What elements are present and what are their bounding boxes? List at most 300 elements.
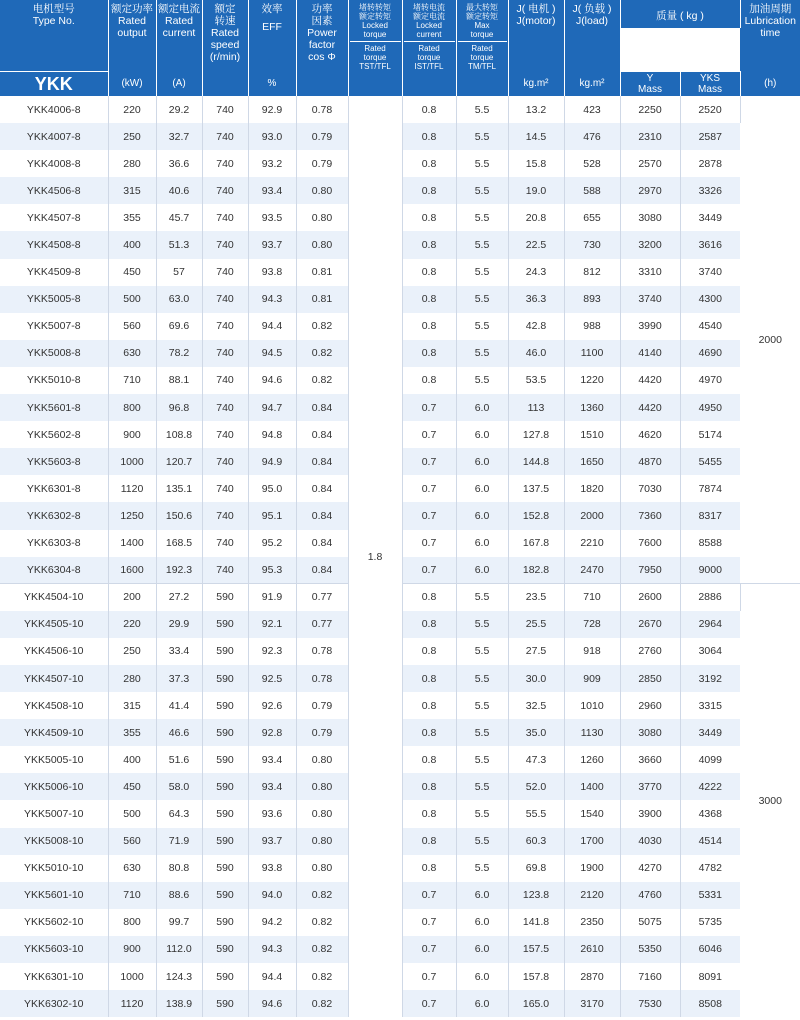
cell-current: 120.7 <box>156 448 202 475</box>
cell-speed: 590 <box>202 855 248 882</box>
cell-y-mass: 7950 <box>620 557 680 584</box>
cell-power: 355 <box>108 719 156 746</box>
cell-model: YKK4505-10 <box>0 611 108 638</box>
cell-eff: 92.8 <box>248 719 296 746</box>
unit-power: (kW) <box>108 71 156 96</box>
cell-ist: 0.7 <box>402 909 456 936</box>
cell-current: 80.8 <box>156 855 202 882</box>
cell-eff: 95.3 <box>248 557 296 584</box>
cell-tm: 5.5 <box>456 96 508 123</box>
cell-yks-mass: 3449 <box>680 719 740 746</box>
cell-speed: 740 <box>202 421 248 448</box>
cell-model: YKK5008-10 <box>0 828 108 855</box>
cell-yks-mass: 3616 <box>680 231 740 258</box>
cell-ist: 0.8 <box>402 855 456 882</box>
unit-tm <box>456 71 508 96</box>
cell-current: 45.7 <box>156 204 202 231</box>
cell-j-load: 423 <box>564 96 620 123</box>
cell-eff: 93.5 <box>248 204 296 231</box>
cell-yks-mass: 4368 <box>680 800 740 827</box>
cell-yks-mass: 3449 <box>680 204 740 231</box>
cell-power: 280 <box>108 150 156 177</box>
cell-ist: 0.7 <box>402 421 456 448</box>
cell-pf: 0.78 <box>296 638 348 665</box>
cell-ist: 0.7 <box>402 502 456 529</box>
cell-y-mass: 4620 <box>620 421 680 448</box>
cell-eff: 91.9 <box>248 584 296 611</box>
cell-power: 710 <box>108 367 156 394</box>
cell-j-load: 812 <box>564 259 620 286</box>
cell-yks-mass: 4782 <box>680 855 740 882</box>
cell-tm: 5.5 <box>456 719 508 746</box>
cell-y-mass: 3080 <box>620 719 680 746</box>
cell-j-motor: 19.0 <box>508 177 564 204</box>
cell-power: 560 <box>108 828 156 855</box>
cell-y-mass: 3080 <box>620 204 680 231</box>
cell-current: 96.8 <box>156 394 202 421</box>
cell-pf: 0.80 <box>296 204 348 231</box>
cell-j-load: 528 <box>564 150 620 177</box>
cell-power: 280 <box>108 665 156 692</box>
cell-ist: 0.8 <box>402 638 456 665</box>
shared-lubrication: 2000 <box>740 96 800 584</box>
cell-y-mass: 4140 <box>620 340 680 367</box>
cell-j-motor: 60.3 <box>508 828 564 855</box>
cell-current: 37.3 <box>156 665 202 692</box>
cell-j-motor: 22.5 <box>508 231 564 258</box>
cell-model: YKK5010-10 <box>0 855 108 882</box>
brand-label: YKK <box>0 71 108 96</box>
cell-power: 315 <box>108 692 156 719</box>
cell-speed: 590 <box>202 584 248 611</box>
cell-yks-mass: 2520 <box>680 96 740 123</box>
header-yks-mass: YKS Mass <box>680 71 740 96</box>
cell-model: YKK5005-8 <box>0 286 108 313</box>
cell-eff: 93.4 <box>248 773 296 800</box>
cell-j-load: 893 <box>564 286 620 313</box>
cell-eff: 95.1 <box>248 502 296 529</box>
cell-power: 250 <box>108 123 156 150</box>
cell-y-mass: 2970 <box>620 177 680 204</box>
cell-current: 40.6 <box>156 177 202 204</box>
cell-speed: 740 <box>202 367 248 394</box>
cell-yks-mass: 4300 <box>680 286 740 313</box>
cell-j-load: 728 <box>564 611 620 638</box>
cell-j-load: 909 <box>564 665 620 692</box>
cell-j-motor: 127.8 <box>508 421 564 448</box>
cell-y-mass: 7030 <box>620 475 680 502</box>
header-j-motor: J( 电机 ) J(motor) <box>508 0 564 71</box>
unit-speed <box>202 71 248 96</box>
cell-j-motor: 36.3 <box>508 286 564 313</box>
shared-locked-torque: 1.8 <box>348 96 402 1017</box>
cell-pf: 0.84 <box>296 502 348 529</box>
cell-pf: 0.78 <box>296 665 348 692</box>
cell-j-motor: 157.5 <box>508 936 564 963</box>
cell-pf: 0.82 <box>296 313 348 340</box>
cell-j-load: 988 <box>564 313 620 340</box>
cell-tm: 5.5 <box>456 340 508 367</box>
cell-j-motor: 182.8 <box>508 557 564 584</box>
cell-y-mass: 4270 <box>620 855 680 882</box>
cell-tm: 5.5 <box>456 828 508 855</box>
cell-j-motor: 55.5 <box>508 800 564 827</box>
cell-current: 99.7 <box>156 909 202 936</box>
cell-model: YKK6302-8 <box>0 502 108 529</box>
cell-j-load: 1360 <box>564 394 620 421</box>
cell-yks-mass: 4222 <box>680 773 740 800</box>
cell-eff: 93.0 <box>248 123 296 150</box>
header-current: 额定电流 Rated current <box>156 0 202 71</box>
cell-current: 69.6 <box>156 313 202 340</box>
cell-current: 71.9 <box>156 828 202 855</box>
cell-current: 27.2 <box>156 584 202 611</box>
cell-j-motor: 47.3 <box>508 746 564 773</box>
cell-j-motor: 53.5 <box>508 367 564 394</box>
cell-j-load: 476 <box>564 123 620 150</box>
cell-j-load: 1130 <box>564 719 620 746</box>
cell-j-motor: 137.5 <box>508 475 564 502</box>
cell-pf: 0.77 <box>296 584 348 611</box>
cell-tm: 5.5 <box>456 177 508 204</box>
cell-yks-mass: 4514 <box>680 828 740 855</box>
cell-j-load: 918 <box>564 638 620 665</box>
unit-lube: (h) <box>740 71 800 96</box>
cell-model: YKK5601-10 <box>0 882 108 909</box>
cell-j-motor: 27.5 <box>508 638 564 665</box>
cell-j-load: 1540 <box>564 800 620 827</box>
cell-y-mass: 5350 <box>620 936 680 963</box>
cell-yks-mass: 2587 <box>680 123 740 150</box>
cell-speed: 590 <box>202 828 248 855</box>
cell-y-mass: 3740 <box>620 286 680 313</box>
cell-j-load: 2210 <box>564 530 620 557</box>
cell-pf: 0.80 <box>296 231 348 258</box>
cell-model: YKK4006-8 <box>0 96 108 123</box>
cell-power: 1600 <box>108 557 156 584</box>
cell-pf: 0.84 <box>296 421 348 448</box>
cell-model: YKK5007-10 <box>0 800 108 827</box>
cell-j-load: 1820 <box>564 475 620 502</box>
cell-eff: 92.9 <box>248 96 296 123</box>
cell-tm: 5.5 <box>456 773 508 800</box>
cell-power: 900 <box>108 421 156 448</box>
unit-j-load: kg.m² <box>564 71 620 96</box>
cell-power: 400 <box>108 231 156 258</box>
cell-current: 29.2 <box>156 96 202 123</box>
cell-j-motor: 152.8 <box>508 502 564 529</box>
cell-yks-mass: 4099 <box>680 746 740 773</box>
cell-j-load: 1900 <box>564 855 620 882</box>
cell-tm: 5.5 <box>456 123 508 150</box>
cell-yks-mass: 9000 <box>680 557 740 584</box>
cell-speed: 740 <box>202 475 248 502</box>
cell-pf: 0.84 <box>296 530 348 557</box>
cell-ist: 0.8 <box>402 313 456 340</box>
cell-j-load: 730 <box>564 231 620 258</box>
cell-j-load: 710 <box>564 584 620 611</box>
cell-model: YKK4509-8 <box>0 259 108 286</box>
cell-model: YKK6304-8 <box>0 557 108 584</box>
cell-speed: 590 <box>202 909 248 936</box>
cell-speed: 590 <box>202 963 248 990</box>
cell-eff: 93.8 <box>248 855 296 882</box>
cell-tm: 5.5 <box>456 584 508 611</box>
cell-pf: 0.81 <box>296 259 348 286</box>
cell-ist: 0.8 <box>402 123 456 150</box>
cell-ist: 0.7 <box>402 936 456 963</box>
cell-power: 220 <box>108 96 156 123</box>
cell-tm: 6.0 <box>456 909 508 936</box>
cell-current: 58.0 <box>156 773 202 800</box>
cell-tm: 5.5 <box>456 313 508 340</box>
cell-eff: 94.5 <box>248 340 296 367</box>
cell-j-load: 588 <box>564 177 620 204</box>
cell-ist: 0.8 <box>402 800 456 827</box>
cell-tm: 6.0 <box>456 963 508 990</box>
cell-power: 400 <box>108 746 156 773</box>
unit-eff: % <box>248 71 296 96</box>
cell-j-motor: 24.3 <box>508 259 564 286</box>
cell-ist: 0.8 <box>402 746 456 773</box>
cell-power: 500 <box>108 800 156 827</box>
cell-model: YKK5007-8 <box>0 313 108 340</box>
cell-yks-mass: 3315 <box>680 692 740 719</box>
cell-speed: 740 <box>202 177 248 204</box>
cell-eff: 93.4 <box>248 177 296 204</box>
cell-ist: 0.7 <box>402 530 456 557</box>
cell-speed: 590 <box>202 936 248 963</box>
cell-eff: 94.7 <box>248 394 296 421</box>
cell-j-motor: 165.0 <box>508 990 564 1017</box>
cell-j-motor: 42.8 <box>508 313 564 340</box>
cell-pf: 0.81 <box>296 286 348 313</box>
cell-current: 108.8 <box>156 421 202 448</box>
cell-ist: 0.8 <box>402 177 456 204</box>
unit-j-motor: kg.m² <box>508 71 564 96</box>
cell-current: 41.4 <box>156 692 202 719</box>
cell-tm: 6.0 <box>456 502 508 529</box>
cell-tm: 5.5 <box>456 150 508 177</box>
cell-ist: 0.8 <box>402 231 456 258</box>
cell-ist: 0.7 <box>402 448 456 475</box>
cell-tm: 6.0 <box>456 530 508 557</box>
cell-j-motor: 14.5 <box>508 123 564 150</box>
cell-j-load: 655 <box>564 204 620 231</box>
cell-j-load: 2350 <box>564 909 620 936</box>
cell-j-motor: 13.2 <box>508 96 564 123</box>
cell-y-mass: 2960 <box>620 692 680 719</box>
header-power: 额定功率 Rated output <box>108 0 156 71</box>
cell-power: 1400 <box>108 530 156 557</box>
cell-model: YKK5602-10 <box>0 909 108 936</box>
unit-ist <box>402 71 456 96</box>
cell-tm: 5.5 <box>456 231 508 258</box>
cell-y-mass: 2600 <box>620 584 680 611</box>
cell-current: 135.1 <box>156 475 202 502</box>
table-header <box>0 0 800 96</box>
cell-ist: 0.8 <box>402 286 456 313</box>
cell-j-motor: 69.8 <box>508 855 564 882</box>
cell-eff: 94.3 <box>248 286 296 313</box>
cell-tm: 5.5 <box>456 611 508 638</box>
cell-model: YKK4008-8 <box>0 150 108 177</box>
cell-power: 1120 <box>108 990 156 1017</box>
cell-j-load: 3170 <box>564 990 620 1017</box>
cell-y-mass: 4420 <box>620 394 680 421</box>
cell-y-mass: 3990 <box>620 313 680 340</box>
cell-eff: 94.2 <box>248 909 296 936</box>
cell-current: 46.6 <box>156 719 202 746</box>
cell-yks-mass: 3326 <box>680 177 740 204</box>
cell-model: YKK6302-10 <box>0 990 108 1017</box>
header-locked-current: 堵转电流 额定电流 Locked current Rated torque IST/TFL <box>402 0 456 71</box>
cell-j-load: 1400 <box>564 773 620 800</box>
cell-j-motor: 123.8 <box>508 882 564 909</box>
cell-power: 250 <box>108 638 156 665</box>
cell-current: 33.4 <box>156 638 202 665</box>
cell-pf: 0.79 <box>296 719 348 746</box>
header-max-torque: 最大转矩 额定转矩 Max torque Rated torque TM/TFL <box>456 0 508 71</box>
cell-yks-mass: 8508 <box>680 990 740 1017</box>
cell-model: YKK6303-8 <box>0 530 108 557</box>
cell-pf: 0.80 <box>296 773 348 800</box>
cell-pf: 0.80 <box>296 800 348 827</box>
cell-j-motor: 52.0 <box>508 773 564 800</box>
cell-pf: 0.82 <box>296 963 348 990</box>
cell-tm: 5.5 <box>456 665 508 692</box>
cell-y-mass: 4760 <box>620 882 680 909</box>
header-j-load: J( 负载 ) J(load) <box>564 0 620 71</box>
cell-model: YKK6301-10 <box>0 963 108 990</box>
cell-y-mass: 7530 <box>620 990 680 1017</box>
cell-ist: 0.7 <box>402 882 456 909</box>
cell-j-load: 1100 <box>564 340 620 367</box>
cell-speed: 740 <box>202 530 248 557</box>
cell-ist: 0.8 <box>402 692 456 719</box>
cell-current: 112.0 <box>156 936 202 963</box>
header-model: 电机型号 Type No. <box>0 0 108 71</box>
cell-pf: 0.84 <box>296 475 348 502</box>
cell-yks-mass: 2964 <box>680 611 740 638</box>
cell-tm: 6.0 <box>456 557 508 584</box>
header-lubrication: 加油周期 Lubrication time <box>740 0 800 71</box>
cell-tm: 5.5 <box>456 286 508 313</box>
cell-speed: 590 <box>202 611 248 638</box>
cell-eff: 94.8 <box>248 421 296 448</box>
cell-power: 630 <box>108 340 156 367</box>
cell-current: 88.6 <box>156 882 202 909</box>
cell-ist: 0.8 <box>402 719 456 746</box>
cell-j-motor: 167.8 <box>508 530 564 557</box>
cell-speed: 740 <box>202 259 248 286</box>
cell-eff: 93.7 <box>248 231 296 258</box>
cell-current: 63.0 <box>156 286 202 313</box>
cell-yks-mass: 8317 <box>680 502 740 529</box>
cell-speed: 740 <box>202 557 248 584</box>
cell-y-mass: 3770 <box>620 773 680 800</box>
cell-speed: 590 <box>202 719 248 746</box>
cell-y-mass: 7360 <box>620 502 680 529</box>
cell-speed: 590 <box>202 638 248 665</box>
cell-yks-mass: 3740 <box>680 259 740 286</box>
cell-speed: 740 <box>202 231 248 258</box>
cell-tm: 6.0 <box>456 936 508 963</box>
cell-tm: 5.5 <box>456 692 508 719</box>
cell-current: 124.3 <box>156 963 202 990</box>
cell-j-load: 2610 <box>564 936 620 963</box>
cell-model: YKK5008-8 <box>0 340 108 367</box>
cell-yks-mass: 8588 <box>680 530 740 557</box>
cell-eff: 93.2 <box>248 150 296 177</box>
cell-speed: 590 <box>202 990 248 1017</box>
cell-speed: 740 <box>202 394 248 421</box>
cell-speed: 590 <box>202 692 248 719</box>
cell-pf: 0.84 <box>296 557 348 584</box>
cell-speed: 740 <box>202 502 248 529</box>
cell-tm: 5.5 <box>456 259 508 286</box>
cell-model: YKK4007-8 <box>0 123 108 150</box>
cell-eff: 94.6 <box>248 367 296 394</box>
cell-eff: 94.0 <box>248 882 296 909</box>
cell-j-motor: 113 <box>508 394 564 421</box>
cell-power: 315 <box>108 177 156 204</box>
cell-power: 800 <box>108 909 156 936</box>
cell-model: YKK4506-8 <box>0 177 108 204</box>
cell-power: 1250 <box>108 502 156 529</box>
cell-speed: 740 <box>202 150 248 177</box>
cell-speed: 740 <box>202 204 248 231</box>
cell-y-mass: 3310 <box>620 259 680 286</box>
cell-model: YKK4509-10 <box>0 719 108 746</box>
cell-yks-mass: 5331 <box>680 882 740 909</box>
cell-speed: 740 <box>202 340 248 367</box>
cell-pf: 0.80 <box>296 177 348 204</box>
cell-yks-mass: 6046 <box>680 936 740 963</box>
cell-model: YKK5010-8 <box>0 367 108 394</box>
cell-model: YKK4504-10 <box>0 584 108 611</box>
cell-model: YKK6301-8 <box>0 475 108 502</box>
cell-j-motor: 141.8 <box>508 909 564 936</box>
cell-j-motor: 20.8 <box>508 204 564 231</box>
cell-yks-mass: 3192 <box>680 665 740 692</box>
cell-current: 168.5 <box>156 530 202 557</box>
cell-pf: 0.82 <box>296 936 348 963</box>
cell-speed: 590 <box>202 800 248 827</box>
cell-yks-mass: 5455 <box>680 448 740 475</box>
cell-pf: 0.82 <box>296 340 348 367</box>
cell-ist: 0.8 <box>402 611 456 638</box>
cell-pf: 0.77 <box>296 611 348 638</box>
unit-tst <box>348 71 402 96</box>
cell-pf: 0.82 <box>296 882 348 909</box>
cell-y-mass: 4870 <box>620 448 680 475</box>
cell-current: 51.3 <box>156 231 202 258</box>
cell-model: YKK4507-10 <box>0 665 108 692</box>
cell-power: 1120 <box>108 475 156 502</box>
cell-current: 29.9 <box>156 611 202 638</box>
cell-tm: 6.0 <box>456 475 508 502</box>
cell-j-motor: 35.0 <box>508 719 564 746</box>
cell-pf: 0.84 <box>296 448 348 475</box>
cell-j-motor: 46.0 <box>508 340 564 367</box>
unit-pf <box>296 71 348 96</box>
cell-power: 500 <box>108 286 156 313</box>
header-locked-torque: 堵转转矩 额定转矩 Locked torque Rated torque TST/TFL <box>348 0 402 71</box>
cell-model: YKK5603-8 <box>0 448 108 475</box>
cell-speed: 740 <box>202 286 248 313</box>
cell-model: YKK5602-8 <box>0 421 108 448</box>
